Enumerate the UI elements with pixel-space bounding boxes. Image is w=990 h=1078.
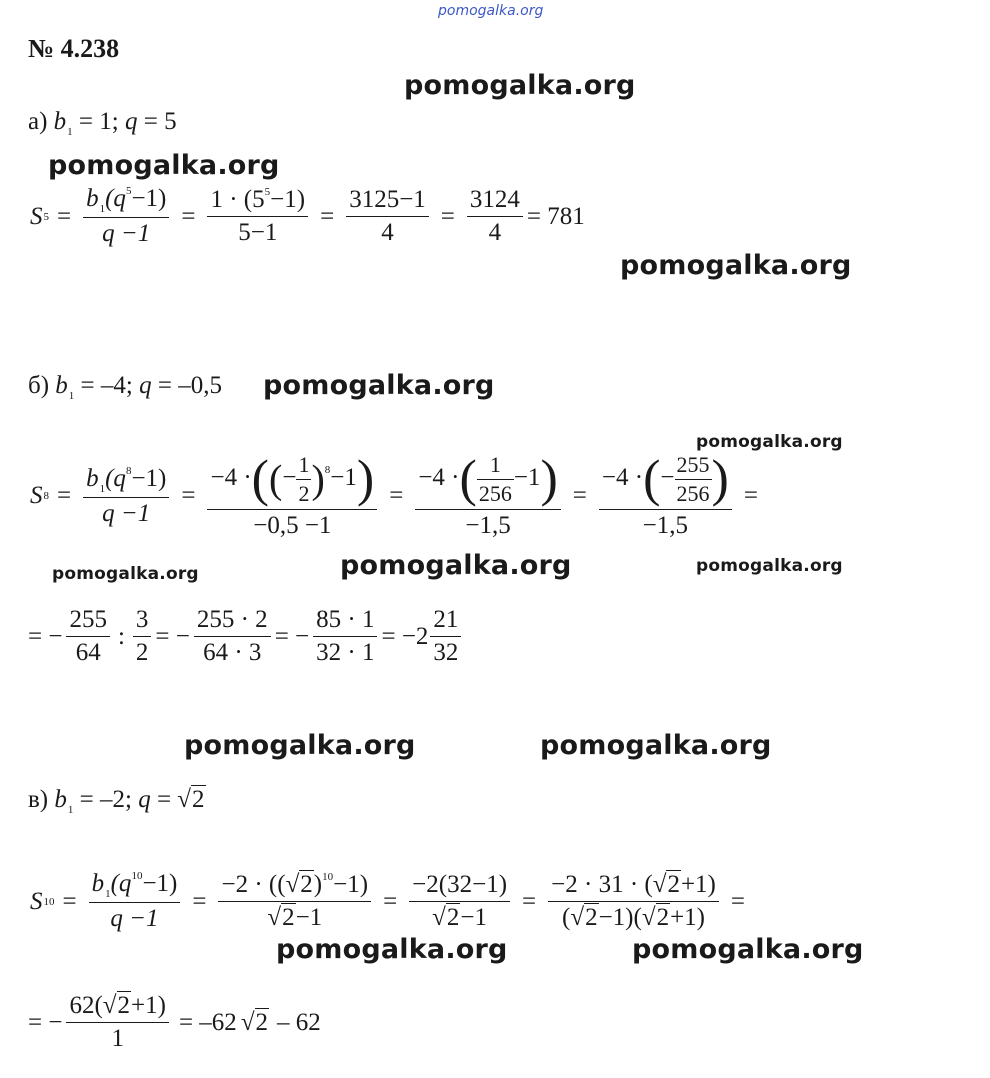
num-sub: 1 (99, 482, 106, 495)
watermark: pomogalka.org (620, 250, 852, 281)
num-paren: ) (313, 871, 323, 898)
watermark: pomogalka.org (632, 934, 864, 965)
radicand: 2 (656, 904, 670, 931)
subscript: 1 (68, 390, 75, 402)
num-part: −2 · (( (221, 871, 286, 898)
num-b: b (86, 185, 99, 212)
inner-minus: − (660, 464, 675, 492)
den: 2 (133, 636, 152, 667)
fraction-step4: −4 ·(− $\frac{255}{256}$ ) −1,5 (599, 452, 732, 540)
radicand: 2 (667, 871, 680, 898)
num-q: (q (110, 870, 132, 897)
watermark: pomogalka.org (52, 564, 199, 584)
radicand: 2 (117, 992, 131, 1019)
den-tail: −1 (460, 904, 488, 931)
fraction-formula (89, 870, 181, 933)
part-c-given (28, 786, 206, 816)
eq-minus: = − (28, 622, 63, 650)
num-tail: −1) (333, 871, 369, 898)
num-tail: −1) (131, 185, 167, 212)
var-b: b (54, 786, 67, 813)
num: 3 (135, 606, 149, 633)
inner-fraction (296, 452, 311, 507)
fraction-formula (83, 185, 169, 248)
inner-den: 256 (478, 481, 512, 506)
given-q-value: = –0,5 (157, 372, 222, 399)
part-c-label: в) (28, 786, 49, 813)
fraction-substituted (218, 871, 371, 932)
inner-num: 255 (676, 452, 710, 477)
subscript: 1 (67, 804, 74, 816)
num: 21 (433, 606, 459, 633)
num-q: (q (105, 185, 126, 212)
num: 85 · 1 (316, 606, 375, 633)
given-b-value: = 1; (78, 108, 119, 135)
power: 8 (324, 464, 331, 477)
radicand: 2 (585, 904, 598, 931)
den: 64 (66, 636, 110, 667)
sum-symbol: S (30, 887, 43, 915)
sqrt-sign: √2 (102, 992, 131, 1019)
eq-result-whole: = −2 (381, 622, 429, 650)
inner-num: 1 (298, 452, 310, 477)
fraction-result (430, 606, 461, 667)
watermark: pomogalka.org (184, 730, 416, 761)
num-b: b (86, 464, 99, 492)
given-b-value: = –4; (80, 372, 133, 399)
num-sub: 1 (105, 888, 111, 900)
sqrt-sign: √2 (641, 904, 670, 931)
num-tail: +1) (131, 992, 166, 1019)
inner-den: 256 (676, 481, 710, 506)
sqrt-sign: √2 (570, 904, 598, 931)
fraction (66, 992, 169, 1053)
var-q: q (139, 372, 152, 399)
sum-symbol: S (30, 202, 43, 230)
den: 64 · 3 (194, 636, 271, 667)
fraction (66, 606, 110, 667)
var-b: b (53, 108, 67, 135)
fraction-step4 (548, 871, 719, 932)
radicand: 2 (446, 904, 460, 931)
num-tail: +1) (680, 871, 716, 898)
den: 4 (346, 216, 429, 247)
num-sup: 8 (125, 464, 132, 477)
part-b-equation-line2 (28, 606, 465, 667)
num-q: (q (105, 464, 126, 492)
sqrt-sign: √2 (432, 904, 460, 931)
num-part: −2 · 31 · ( (551, 871, 653, 898)
den-tail: −1 (295, 904, 323, 931)
num-tail: −1) (270, 186, 306, 213)
fraction (313, 606, 377, 667)
den-tail: +1) (670, 904, 705, 931)
inner-num: 1 (489, 452, 501, 477)
num-sup: 10 (322, 871, 334, 883)
sum-subscript: 10 (43, 895, 55, 908)
sqrt-sign: √2 (652, 871, 680, 898)
num-tail: −1 (330, 464, 357, 492)
den: q −1 (89, 902, 181, 933)
problem-number: № 4.238 (28, 34, 120, 63)
den: 32 · 1 (313, 636, 377, 667)
fraction-formula (83, 465, 169, 528)
num-part: 1 · (5 (210, 186, 265, 213)
fraction-step3: −4 ·( $\frac{1}{256}$ −1) −1,5 (415, 452, 560, 540)
site-watermark-top: pomogalka.org (438, 3, 544, 19)
radicand: 2 (300, 871, 313, 898)
sum-symbol: S (30, 482, 43, 509)
den: −1,5 (599, 509, 732, 540)
given-q-value: = (156, 786, 172, 813)
num: 255 · 2 (196, 606, 268, 633)
inner-fraction (477, 452, 514, 507)
eq-minus: = − (28, 1008, 63, 1036)
radicand: 2 (192, 786, 205, 813)
num-sup: 5 (264, 186, 271, 198)
num-sup: 5 (125, 185, 132, 197)
sqrt-sign: √2 (285, 871, 313, 898)
watermark: pomogalka.org (540, 730, 772, 761)
watermark: pomogalka.org (340, 550, 572, 581)
part-b-given (28, 372, 222, 402)
inner-den: 2 (298, 481, 310, 506)
sqrt-sign: √2 (177, 786, 205, 813)
sum-subscript: 8 (43, 490, 49, 502)
num-part: −4 · (210, 464, 252, 492)
sqrt-sign: √2 (240, 1008, 269, 1036)
radicand: 2 (255, 1008, 269, 1036)
num: 255 (69, 606, 107, 633)
part-a-given (28, 108, 177, 138)
num-sup: 10 (131, 870, 143, 882)
watermark: pomogalka.org (696, 432, 843, 452)
part-b-equation: S 8 = $\frac{b_1(q^8-1)}{q -1}$ = −4 ·((− $\frac{1}{2}$ )$^8$−1) −0,5 −1 = −4 ·( $\frac{1}{256}$ −1) −1,5 = −4 ·(− $\frac{255}{256}$ ) −1,5 = (30, 450, 758, 539)
sum-subscript: 5 (43, 210, 49, 223)
num-part: 62( (69, 992, 103, 1019)
part-a-label: а) (28, 108, 48, 135)
watermark: pomogalka.org (48, 150, 280, 181)
result-tail: – 62 (277, 1008, 321, 1036)
radicand: 2 (282, 904, 295, 931)
den: −0,5 −1 (207, 509, 377, 540)
division-sign: : (117, 622, 125, 650)
den: −1,5 (415, 509, 560, 540)
var-q: q (138, 786, 151, 813)
fraction-step3 (346, 186, 429, 247)
num-tail: −1) (142, 870, 178, 897)
watermark: pomogalka.org (276, 934, 508, 965)
num-part: −4 · (418, 464, 460, 492)
num-b: b (91, 870, 105, 897)
inner-minus: − (282, 464, 297, 492)
given-q-value: = 5 (143, 108, 177, 135)
fraction-substituted: −4 ·((− $\frac{1}{2}$ )$^8$−1) −0,5 −1 (207, 452, 377, 540)
watermark: pomogalka.org (263, 370, 495, 401)
den: q −1 (83, 497, 169, 528)
den: 1 (66, 1022, 169, 1053)
watermark: pomogalka.org (696, 556, 843, 576)
num-tail: −1 (513, 464, 541, 492)
num-sub: 1 (99, 203, 106, 215)
eq-minus: = − (155, 622, 190, 650)
subscript: 1 (67, 126, 73, 138)
part-c-equation-line2 (28, 992, 321, 1053)
eq-minus: = − (274, 622, 310, 650)
fraction-step3 (409, 871, 510, 932)
part-a-equation: S 5 = $\frac{b_1(q^5-1)}{q -1}$ = $\frac{1 \cdot (5^5-1)}{5-1}$ = $\frac{3125-1}{4}$ = $\frac{3124}{4}$ = 781 (30, 185, 585, 247)
var-b: b (55, 372, 68, 399)
fraction-substituted (207, 186, 308, 247)
num: 3124 (469, 186, 520, 213)
result-part: = –62 (178, 1008, 237, 1036)
den: 32 (430, 636, 461, 667)
num-part: −4 · (601, 464, 644, 492)
given-b-value: = –2; (79, 786, 132, 813)
den-part: ( (562, 904, 571, 931)
fraction (194, 606, 271, 667)
fraction-step4 (467, 186, 523, 247)
num: 3125−1 (349, 186, 426, 213)
var-q: q (124, 108, 138, 135)
num-tail: −1) (131, 464, 167, 492)
watermark: pomogalka.org (404, 70, 636, 101)
sqrt-sign: √2 (267, 904, 295, 931)
den: 5−1 (207, 216, 308, 247)
part-a-result: = 781 (526, 202, 585, 230)
inner-fraction (675, 452, 712, 507)
den: 4 (467, 216, 523, 247)
part-b-label: б) (28, 372, 50, 399)
den: q −1 (83, 217, 169, 248)
fraction (133, 606, 152, 667)
num: −2(32−1) (412, 871, 508, 898)
part-c-equation: S 10 = $\frac{b_1(q^{10}-1)}{q -1}$ = $\frac{-2 \cdot ((√2)^{10}-1)}{√2-1}$ = $\frac{-2(32-1)}{√2-1}$ = $\frac{-2 \cdot 31 \cdot (√2+1)}{(√2-1)(√2+1)}$ = (30, 870, 745, 932)
den-part: −1)( (598, 904, 642, 931)
